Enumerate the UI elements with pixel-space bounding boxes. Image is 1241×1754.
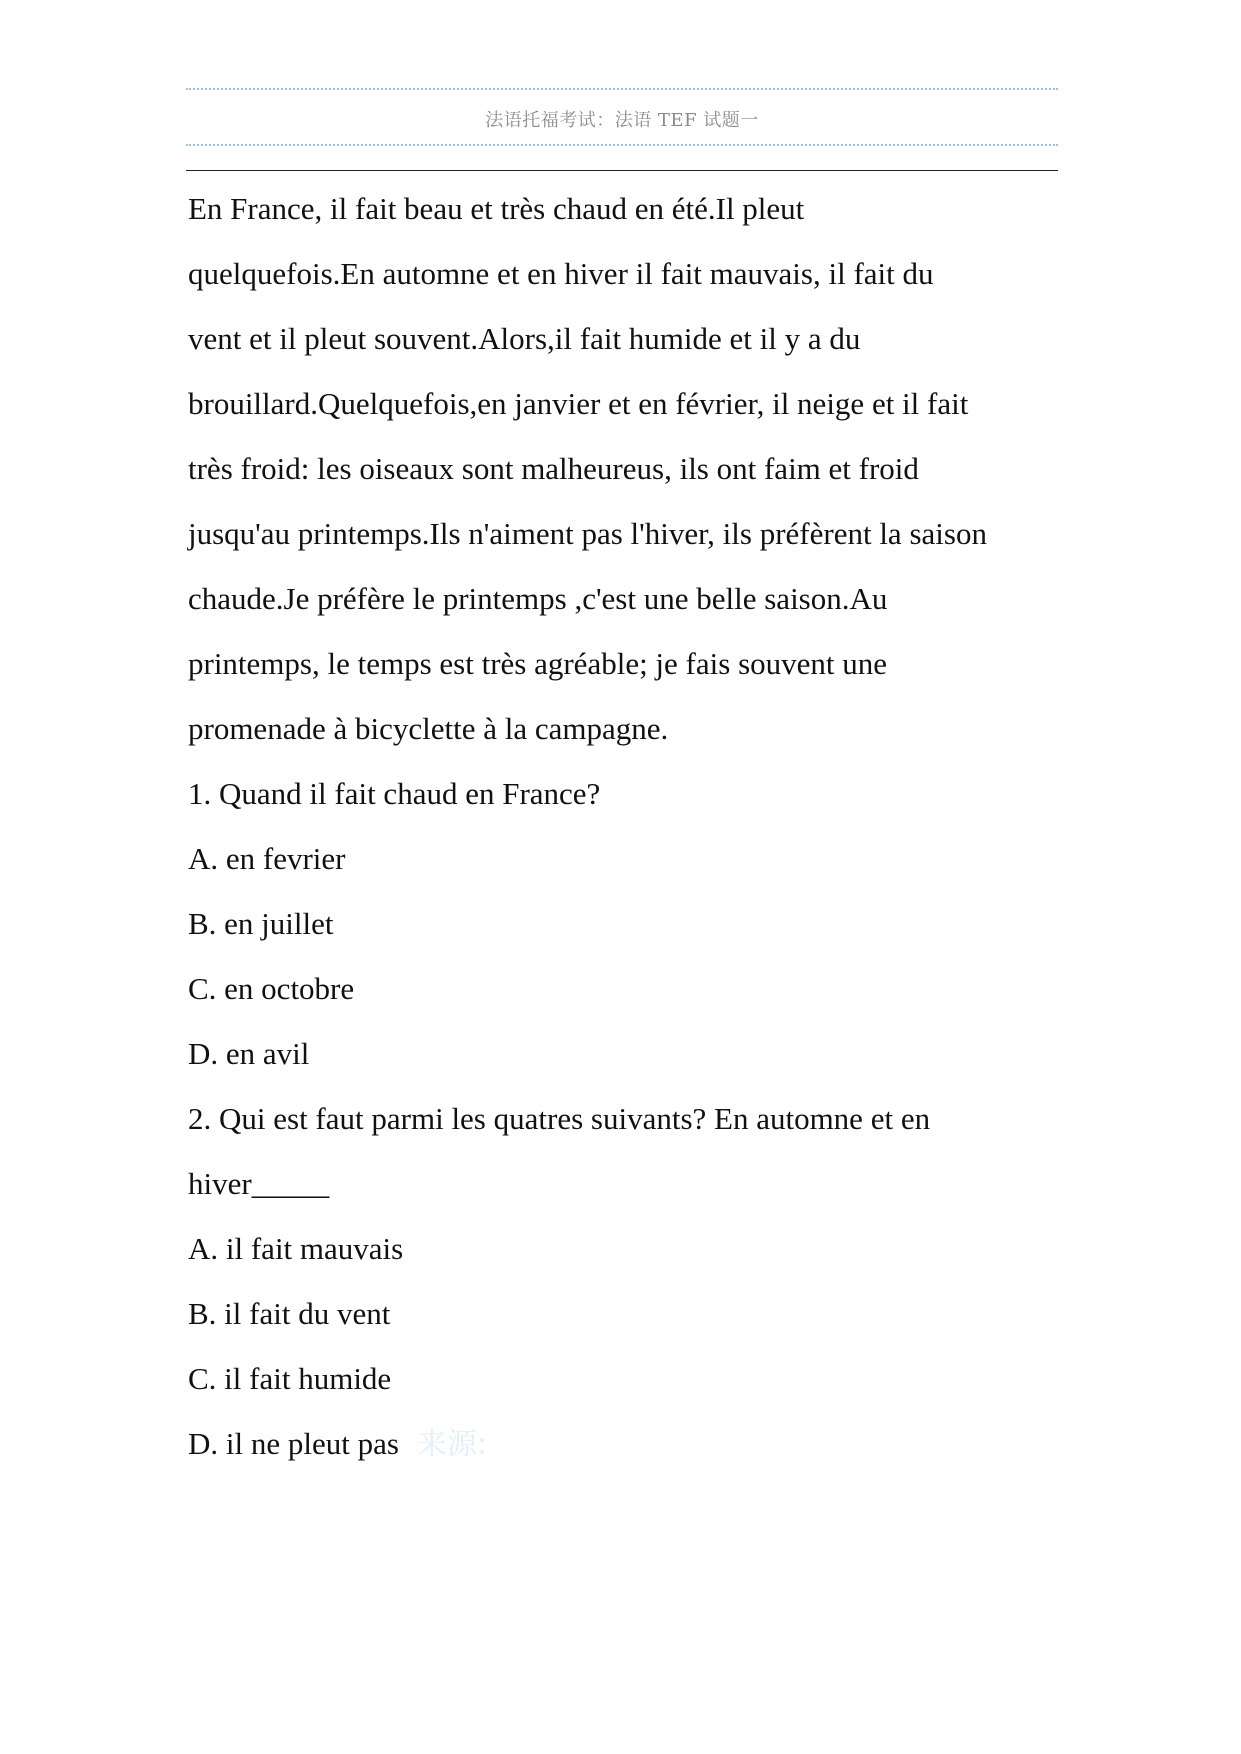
question-1-stem: 1. Quand il fait chaud en France? bbox=[188, 776, 601, 811]
header-title: 法语托福考试：法语 TEF 试题一 bbox=[485, 110, 759, 131]
question-2 bbox=[188, 1086, 1058, 1477]
page-header bbox=[186, 88, 1058, 146]
question-2-option-d: D. il ne pleut pas bbox=[188, 1426, 399, 1461]
question-1-option-b: B. en juillet bbox=[188, 906, 334, 941]
question-2-stem: 2. Qui est faut parmi les quatres suivants? En automne et en bbox=[188, 1101, 931, 1136]
question-2-option-a: A. il fait mauvais bbox=[188, 1231, 404, 1266]
question-1-option-c: C. en octobre bbox=[188, 971, 355, 1006]
question-1-option-a: A. en fevrier bbox=[188, 841, 346, 876]
question-2-option-b: B. il fait du vent bbox=[188, 1296, 391, 1331]
passage-line: brouillard.Quelquefois,en janvier et en février, il neige et il fait bbox=[188, 386, 969, 421]
passage-line: En France, il fait beau et très chaud en été.Il pleut bbox=[188, 191, 805, 226]
passage-line: très froid: les oiseaux sont malheureus, ils ont faim et froid bbox=[188, 451, 919, 486]
watermark-text: 来源: bbox=[416, 1427, 488, 1462]
header-dotted-line-bottom bbox=[186, 144, 1058, 146]
header-rule bbox=[186, 170, 1058, 171]
passage-line: quelquefois.En automne et en hiver il fait mauvais, il fait du bbox=[188, 256, 934, 291]
passage-line: promenade à bicyclette à la campagne. bbox=[188, 711, 669, 746]
question-1 bbox=[188, 761, 1058, 1086]
passage-line: vent et il pleut souvent.Alors,il fait humide et il y a du bbox=[188, 321, 861, 356]
reading-passage bbox=[188, 176, 1058, 761]
document-body bbox=[188, 176, 1058, 1477]
header-dotted-line-top bbox=[186, 88, 1058, 90]
passage-line: chaude.Je préfère le printemps ,c'est une belle saison.Au bbox=[188, 581, 888, 616]
passage-line: jusqu'au printemps.Ils n'aiment pas l'hiver, ils préfèrent la saison bbox=[188, 516, 987, 551]
question-2-stem-continued: hiver_____ bbox=[188, 1166, 330, 1201]
passage-line: printemps, le temps est très agréable; je fais souvent une bbox=[188, 646, 888, 681]
question-1-option-d: D. en avil bbox=[188, 1036, 310, 1071]
question-2-option-c: C. il fait humide bbox=[188, 1361, 392, 1396]
question-2-option-d-row bbox=[188, 1411, 1058, 1477]
